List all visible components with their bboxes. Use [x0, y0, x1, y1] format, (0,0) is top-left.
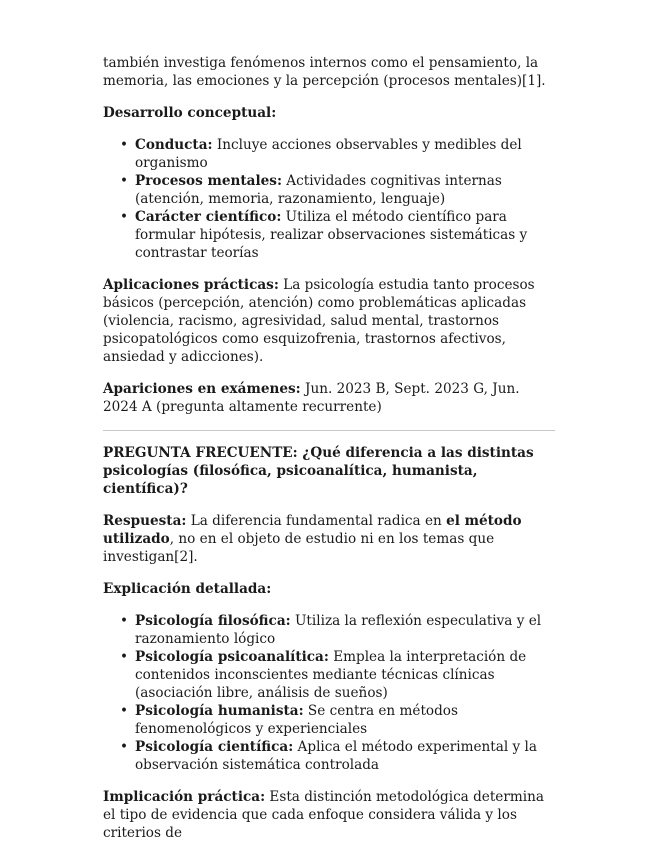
section-divider [103, 430, 555, 431]
item-label: Psicología psicoanalítica: [135, 649, 329, 665]
item-text: Utiliza el método científico para formular hipótesis, realizar observaciones sistemáticas y contrastar teorías [135, 209, 528, 261]
bullet-icon: • [120, 209, 129, 225]
respuesta-text-before: La diferencia fundamental radica en [186, 513, 447, 529]
desarrollo-heading: Desarrollo conceptual: [103, 105, 277, 121]
list-item [120, 702, 555, 738]
apariciones-text: Jun. 2023 B, Sept. 2023 G, Jun. 2024 A (pregunta altamente recurrente) [103, 381, 520, 415]
aplicaciones-label: Aplicaciones prácticas: [103, 277, 279, 293]
intro-paragraph: también investiga fenómenos internos como el pensamiento, la memoria, las emociones y la percepción (procesos mentales)[1]. [103, 55, 546, 89]
list-item [120, 648, 555, 702]
respuesta-text-after: , no en el objeto de estudio ni en los temas que investigan[2]. [103, 531, 495, 565]
bullet-icon: • [120, 649, 129, 665]
list-item [120, 738, 555, 774]
bullet-icon: • [120, 613, 129, 629]
respuesta-label: Respuesta: [103, 513, 187, 529]
bullet-icon: • [120, 739, 129, 755]
item-text: Actividades cognitivas internas (atención, memoria, razonamiento, lenguaje) [135, 173, 502, 207]
apariciones-paragraph [103, 380, 555, 416]
list-item [120, 612, 555, 648]
desarrollo-list [103, 136, 555, 262]
aplicaciones-text: La psicología estudia tanto procesos básicos (percepción, atención) como problemáticas aplicadas (violencia, racismo, agresividad, salud mental, trastornos psicopatológicos como esquizofrenia, trastornos afectivos, ansiedad y adicciones). [103, 277, 535, 365]
bullet-icon: • [120, 703, 129, 719]
item-label: Conducta: [135, 137, 213, 153]
item-label: Psicología científica: [135, 739, 294, 755]
item-label: Psicología humanista: [135, 703, 304, 719]
bullet-icon: • [120, 173, 129, 189]
list-item [120, 208, 555, 262]
list-item [120, 136, 555, 172]
item-text: Se centra en métodos fenomenológicos y experienciales [135, 703, 458, 737]
implicacion-label: Implicación práctica: [103, 789, 266, 805]
item-text: Aplica el método experimental y la observación sistemática controlada [135, 739, 537, 773]
item-label: Psicología filosófica: [135, 613, 291, 629]
explicacion-list [103, 612, 555, 774]
item-label: Procesos mentales: [135, 173, 282, 189]
respuesta-bold: el método utilizado [103, 513, 522, 547]
item-text: Incluye acciones observables y medibles del organismo [135, 137, 522, 171]
item-label: Carácter científico: [135, 209, 282, 225]
item-text: Emplea la interpretación de contenidos inconscientes mediante técnicas clínicas (asociación libre, análisis de sueños) [135, 649, 527, 701]
apariciones-label: Apariciones en exámenes: [103, 381, 301, 397]
implicacion-paragraph [103, 788, 555, 842]
implicacion-text: Esta distinción metodológica determina el tipo de evidencia que cada enfoque considera válida y los criterios de [103, 789, 544, 841]
respuesta-paragraph [103, 512, 555, 566]
list-item [120, 172, 555, 208]
aplicaciones-paragraph [103, 276, 555, 366]
explicacion-heading: Explicación detallada: [103, 581, 272, 597]
bullet-icon: • [120, 137, 129, 153]
pregunta-frecuente: PREGUNTA FRECUENTE: ¿Qué diferencia a las distintas psicologías (filosófica, psicoanalítica, humanista, científica)? [103, 445, 534, 497]
item-text: Utiliza la reflexión especulativa y el razonamiento lógico [135, 613, 542, 647]
